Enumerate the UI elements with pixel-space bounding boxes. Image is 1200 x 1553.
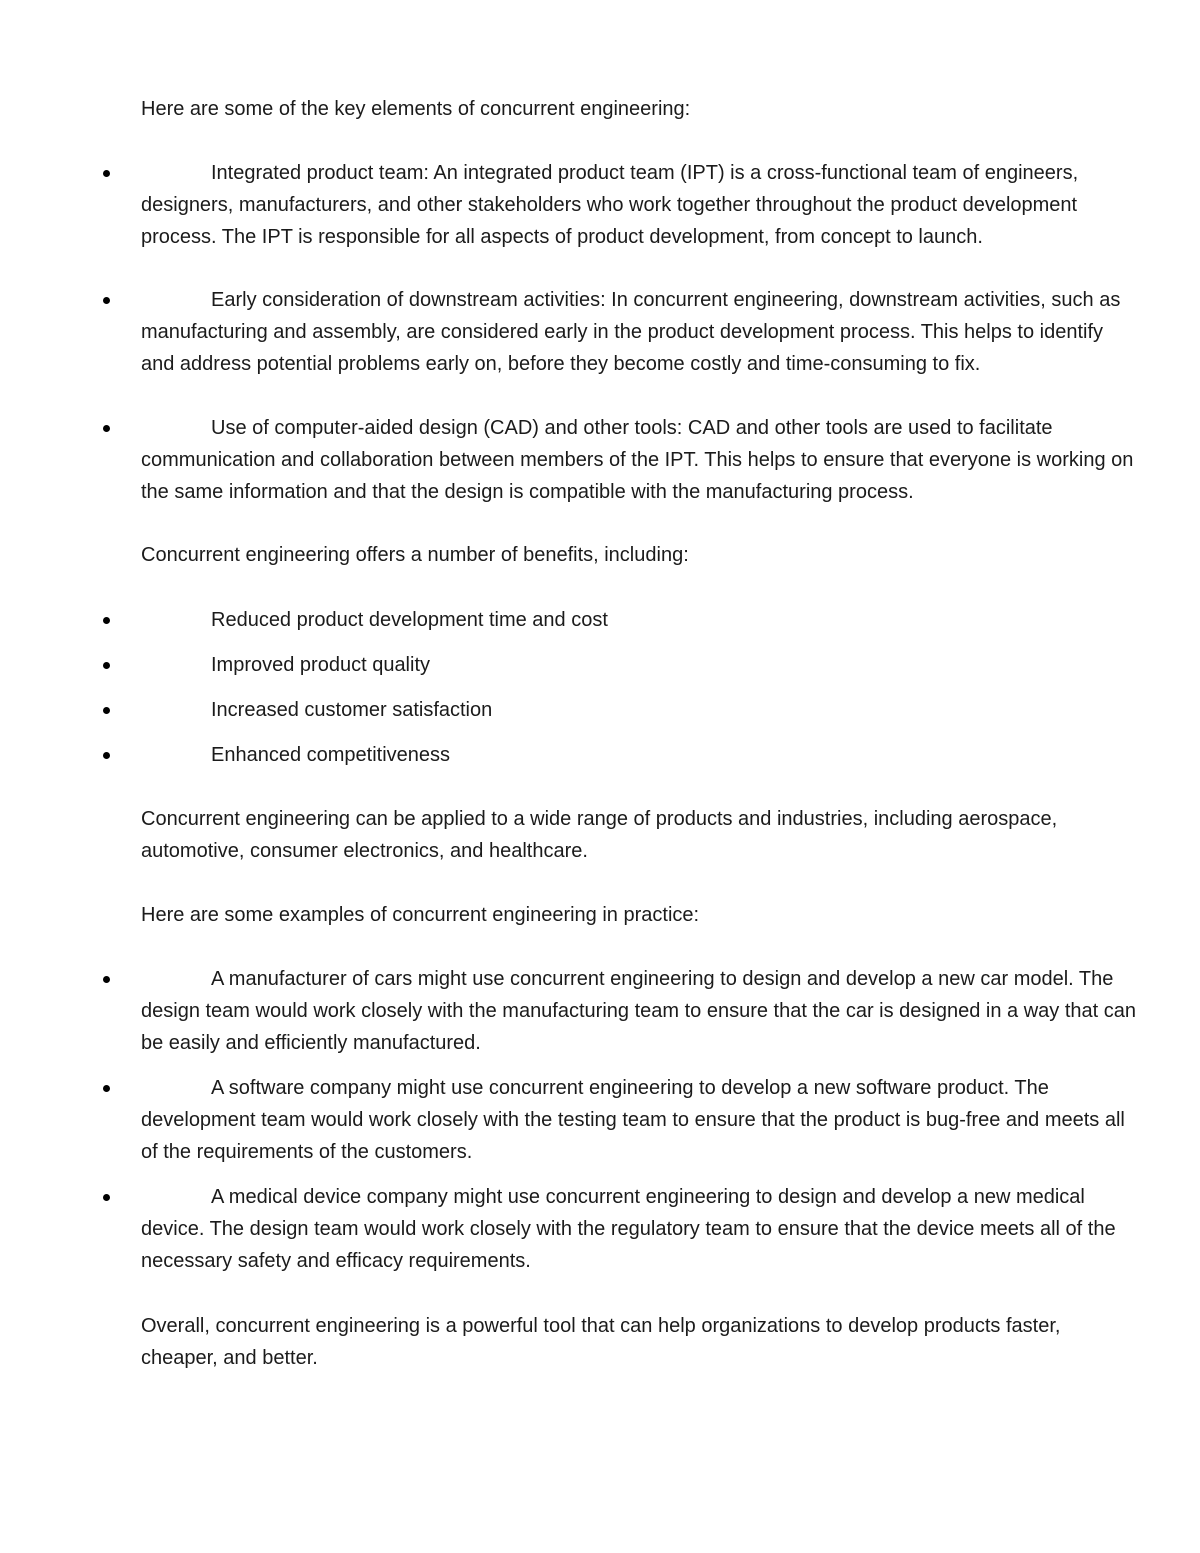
example-list-item [141, 963, 1141, 1059]
bullet-icon [103, 707, 110, 714]
bullet-icon [103, 752, 110, 759]
benefit-list-item [141, 604, 1141, 636]
bullet-icon [103, 976, 110, 983]
element-list-item [141, 412, 1141, 508]
example-text: A manufacturer of cars might use concurrent engineering to design and develop a new car model. The design team would work closely with the manufacturing team to ensure that the car is designed in a way that can be easily and efficiently manufactured. [141, 968, 1136, 1054]
bullet-icon [103, 170, 110, 177]
bullet-icon [103, 662, 110, 669]
bullet-icon [103, 1194, 110, 1201]
benefit-text: Increased customer satisfaction [211, 699, 493, 721]
benefit-text: Enhanced competitiveness [211, 744, 451, 766]
bullet-icon [103, 1085, 110, 1092]
example-list-item [141, 1181, 1141, 1277]
bullet-icon [103, 617, 110, 624]
conclusion-paragraph: Overall, concurrent engineering is a powerful tool that can help organizations to develop products faster, cheaper, and better. [141, 1315, 1061, 1369]
benefit-text: Improved product quality [211, 654, 431, 676]
intro-benefits-paragraph: Concurrent engineering offers a number of benefits, including: [141, 544, 689, 566]
example-text: A medical device company might use concurrent engineering to design and develop a new medical device. The design team would work closely with the regulatory team to ensure that the device meets all of the necessary safety and efficacy requirements. [141, 1186, 1116, 1272]
element-text: Early consideration of downstream activities: In concurrent engineering, downstream activities, such as manufacturing and assembly, are considered early in the product development process. This helps to identify and address potential problems early on, before they become costly and time-consuming to fix. [141, 289, 1121, 375]
example-text: A software company might use concurrent engineering to develop a new software product. The development team would work closely with the testing team to ensure that the product is bug-free and meets all of the requirements of the customers. [141, 1077, 1125, 1163]
intro-elements-paragraph: Here are some of the key elements of concurrent engineering: [141, 98, 691, 120]
intro-examples-paragraph: Here are some examples of concurrent engineering in practice: [141, 904, 700, 926]
benefit-text: Reduced product development time and cost [211, 609, 608, 631]
example-list-item [141, 1072, 1141, 1168]
element-text: Integrated product team: An integrated product team (IPT) is a cross-functional team of engineers, designers, manufacturers, and other stakeholders who work together throughout the product development process. The IPT is responsible for all aspects of product development, from concept to launch. [141, 162, 1079, 248]
applications-paragraph: Concurrent engineering can be applied to a wide range of products and industries, including aerospace, automotive, consumer electronics, and healthcare. [141, 808, 1058, 862]
benefit-list-item [141, 694, 1141, 726]
element-text: Use of computer-aided design (CAD) and other tools: CAD and other tools are used to facilitate communication and collaboration between members of the IPT. This helps to ensure that everyone is working on the same information and that the design is compatible with the manufacturing process. [141, 417, 1134, 503]
bullet-icon [103, 297, 110, 304]
benefit-list-item [141, 649, 1141, 681]
benefit-list-item [141, 739, 1141, 771]
element-list-item [141, 284, 1141, 380]
element-list-item [141, 157, 1141, 253]
bullet-icon [103, 425, 110, 432]
